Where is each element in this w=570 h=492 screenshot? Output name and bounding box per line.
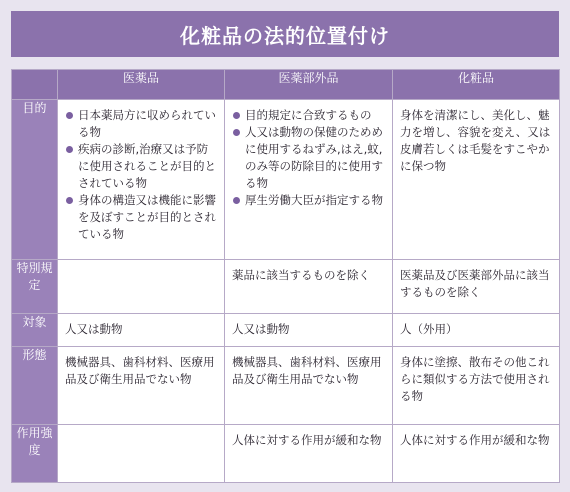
cell-purpose-cosmetic: 身体を清潔にし、美化し、魅力を増し、容貌を変え、又は皮膚若しくは毛髪をすこやかに保つ物 xyxy=(393,100,560,260)
cell-form-cosmetic: 身体に塗擦、散布その他これらに類似する方法で使用される物 xyxy=(393,347,560,425)
cell-strength-quasi-drug: 人体に対する作用が緩和な物 xyxy=(225,425,393,483)
row-purpose xyxy=(12,100,560,260)
cell-purpose-drug xyxy=(58,100,225,260)
bullet-icon xyxy=(66,146,73,153)
column-header-cosmetic: 化粧品 xyxy=(393,70,560,100)
cell-target-cosmetic: 人（外用） xyxy=(393,314,560,347)
bullet-icon xyxy=(66,197,73,204)
cell-special-drug xyxy=(58,260,225,314)
row-label-special-provision: 特別規定 xyxy=(12,260,58,314)
cell-special-quasi-drug: 薬品に該当するものを除く xyxy=(225,260,393,314)
bullet-icon xyxy=(233,197,240,204)
bullet-icon xyxy=(233,129,240,136)
list-item: 身体の構造又は機能に影響を及ぼすことが目的とされている物 xyxy=(65,192,217,243)
page-title: 化粧品の法的位置付け xyxy=(11,11,559,57)
row-label-target: 対象 xyxy=(12,314,58,347)
row-form xyxy=(12,347,560,425)
list-item: 厚生労働大臣が指定する物 xyxy=(232,192,385,209)
row-special-provision xyxy=(12,260,560,314)
cell-special-cosmetic: 医薬品及び医薬部外品に該当するものを除く xyxy=(393,260,560,314)
classification-table xyxy=(11,69,560,483)
list-item: 日本薬局方に収められている物 xyxy=(65,107,217,141)
bullet-icon xyxy=(233,112,240,119)
cell-target-drug: 人又は動物 xyxy=(58,314,225,347)
list-item: 疾病の診断,治療又は予防に使用されることが目的とされている物 xyxy=(65,141,217,192)
header-row xyxy=(12,70,560,100)
row-label-action-strength: 作用強度 xyxy=(12,425,58,483)
column-header-quasi-drug: 医薬部外品 xyxy=(225,70,393,100)
cell-strength-drug xyxy=(58,425,225,483)
cell-form-quasi-drug: 機械器具、歯科材料、医療用品及び衛生用品でない物 xyxy=(225,347,393,425)
cell-purpose-quasi-drug xyxy=(225,100,393,260)
bullet-icon xyxy=(66,112,73,119)
cell-form-drug: 機械器具、歯科材料、医療用品及び衛生用品でない物 xyxy=(58,347,225,425)
list-item: 目的規定に合致するもの xyxy=(232,107,385,124)
column-header-drug: 医薬品 xyxy=(58,70,225,100)
cell-strength-cosmetic: 人体に対する作用が緩和な物 xyxy=(393,425,560,483)
corner-cell xyxy=(12,70,58,100)
list-item: 人又は動物の保健のためめに使用するねずみ,はえ,蚊,のみ等の防除目的に使用する物 xyxy=(232,124,385,192)
row-action-strength xyxy=(12,425,560,483)
row-label-form: 形態 xyxy=(12,347,58,425)
row-label-purpose: 目的 xyxy=(12,100,58,260)
row-target xyxy=(12,314,560,347)
cell-target-quasi-drug: 人又は動物 xyxy=(225,314,393,347)
